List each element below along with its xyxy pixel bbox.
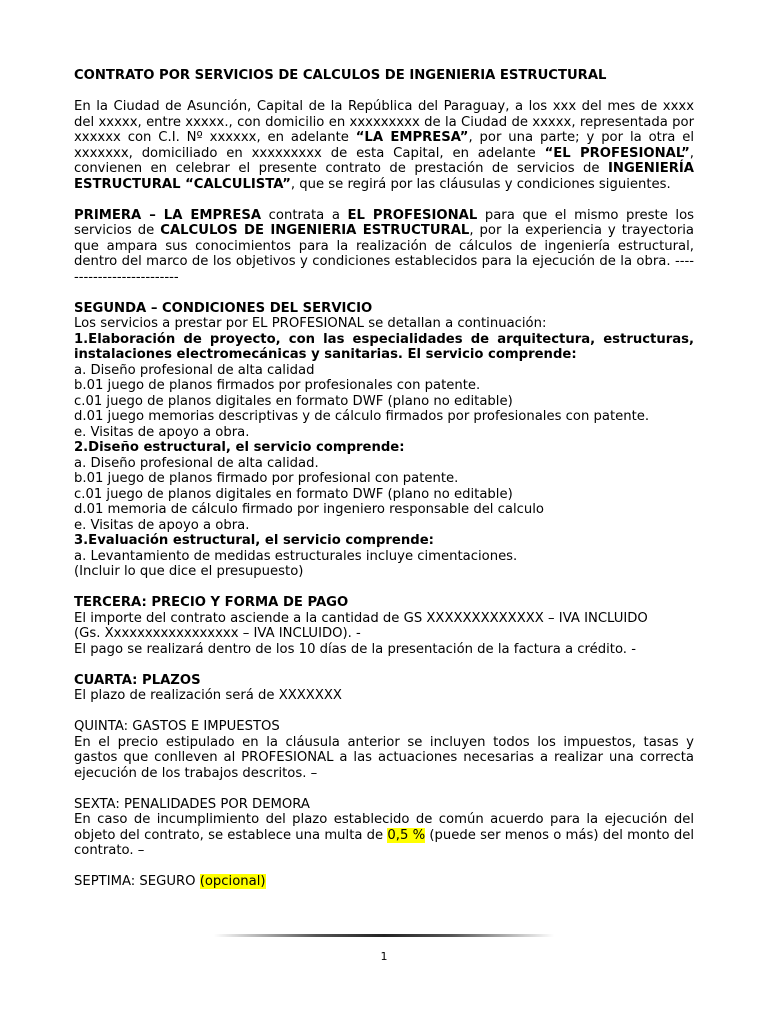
intro-paragraph [74, 99, 694, 192]
segunda-intro: Los servicios a prestar por EL PROFESIONAL se detallan a continuación: [74, 316, 547, 331]
spacer [74, 580, 694, 596]
list-item: c.01 juego de planos digitales en formato DWF (plano no editable) [74, 486, 513, 502]
spacer [74, 704, 694, 720]
list-item: b.01 juego de planos firmados por profesionales con patente. [74, 378, 481, 393]
list-item: a. Diseño profesional de alta calidad. [74, 455, 319, 471]
spacer [74, 859, 694, 875]
quinta-heading: QUINTA: GASTOS E IMPUESTOS [74, 719, 280, 734]
cuarta-heading: CUARTA: PLAZOS [74, 672, 201, 688]
primera-bold-2: EL PROFESIONAL [347, 207, 478, 223]
page-number: 1 [380, 950, 388, 963]
septima-highlight: (opcional) [199, 874, 266, 889]
intro-text-2: , por una parte; y por la otra el xxxxxxx, domiciliado en xxxxxxxxx de esta Capital, en adelante [74, 130, 694, 161]
tercera-line: El importe del contrato asciende a la cantidad de GS XXXXXXXXXXXXX – IVA INCLUIDO [74, 610, 648, 626]
sexta-highlight: 0,5 % [387, 827, 426, 843]
intro-bold-el-profesional: “EL PROFESIONAL” [544, 145, 690, 161]
septima-text: SEPTIMA: SEGURO [74, 874, 200, 889]
sexta-text-1: En caso de incumplimiento del plazo establecido de común acuerdo para la ejecución del objeto del contrato, se establece una multa de [74, 812, 694, 843]
list-item: e. Visitas de apoyo a obra. [74, 517, 250, 533]
document-title: CONTRATO POR SERVICIOS DE CALCULOS DE INGENIERIA ESTRUCTURAL [74, 68, 607, 83]
list-item: c.01 juego de planos digitales en formato DWF (plano no editable) [74, 393, 513, 409]
primera-paragraph [74, 208, 694, 286]
segunda-heading: SEGUNDA – CONDICIONES DEL SERVICIO [74, 300, 373, 316]
list-item: d.01 juego memorias descriptivas y de cálculo firmados por profesionales con patente. [74, 409, 650, 424]
footer-divider [214, 934, 554, 937]
list-item: d.01 memoria de cálculo firmado por ingeniero responsable del calculo [74, 502, 544, 517]
spacer [74, 192, 694, 208]
segunda-item2-heading: 2.Diseño estructural, el servicio comprende: [74, 440, 405, 455]
segunda-item1-heading: 1.Elaboración de proyecto, con las especialidades de arquitectura, estructuras, instalaciones electromecánicas y sanitarias. El servicio comprende: [74, 331, 694, 362]
list-item: b.01 juego de planos firmado por profesional con patente. [74, 471, 459, 486]
quinta-body: En el precio estipulado en la cláusula anterior se incluyen todos los impuestos, tasas y gastos que conlleven al PROFESIONAL a las actuaciones necesarias a realizar una correcta ejecución de los trabajos descritos. – [74, 734, 694, 781]
list-item: a. Diseño profesional de alta calidad [74, 362, 315, 378]
tercera-line: El pago se realizará dentro de los 10 días de la presentación de la factura a crédito. - [74, 641, 636, 657]
list-item: e. Visitas de apoyo a obra. [74, 424, 250, 440]
sexta-heading: SEXTA: PENALIDADES POR DEMORA [74, 796, 310, 812]
primera-bold-1: PRIMERA – LA EMPRESA [74, 207, 262, 223]
intro-text-1: En la Ciudad de Asunción, Capital de la República del Paraguay, a los xxx del mes de xxxx del xxxxx, entre xxxxx., con domicilio en xxxxxxxxx de la Ciudad de xxxxx, representada por xxxxxx con C.I. Nº xxxxxx, en adelante [74, 99, 694, 145]
spacer [74, 285, 694, 301]
septima-heading [74, 874, 694, 890]
intro-bold-la-empresa: “LA EMPRESA” [355, 130, 469, 145]
list-item: a. Levantamiento de medidas estructurales incluye cimentaciones. [74, 548, 518, 564]
spacer [74, 657, 694, 673]
spacer [74, 84, 694, 100]
intro-text-4: , que se regirá por las cláusulas y condiciones siguientes. [290, 176, 671, 192]
segunda-item3-heading: 3.Evaluación estructural, el servicio comprende: [74, 533, 434, 548]
sexta-text-2: (puede ser menos o más) del monto del contrato. – [74, 827, 694, 858]
primera-bold-3: CALCULOS DE INGENIERIA ESTRUCTURAL [160, 223, 470, 238]
tercera-heading: TERCERA: PRECIO Y FORMA DE PAGO [74, 595, 349, 610]
document-page [74, 68, 694, 890]
sexta-body [74, 812, 694, 859]
spacer [74, 781, 694, 797]
primera-text-2: para que el mismo preste los servicios de [74, 207, 695, 238]
primera-text-3: , por la experiencia y trayectoria que ampara sus conocimientos para la realización de cálculos de ingeniería estructural, dentro del marco de los objetivos y condiciones establecidos para la ejecución de la obra. -------------------------- [74, 223, 694, 285]
list-item: (Incluir lo que dice el presupuesto) [74, 564, 304, 579]
cuarta-line: El plazo de realización será de XXXXXXX [74, 688, 342, 703]
primera-text-1: contrata a [261, 207, 348, 223]
intro-text-3: , convienen en celebrar el presente contrato de prestación de servicios de [74, 145, 694, 176]
intro-bold-ingenieria: INGENIERÍA ESTRUCTURAL “CALCULISTA” [74, 161, 694, 192]
tercera-line: (Gs. Xxxxxxxxxxxxxxxxx – IVA INCLUIDO). - [74, 626, 361, 641]
